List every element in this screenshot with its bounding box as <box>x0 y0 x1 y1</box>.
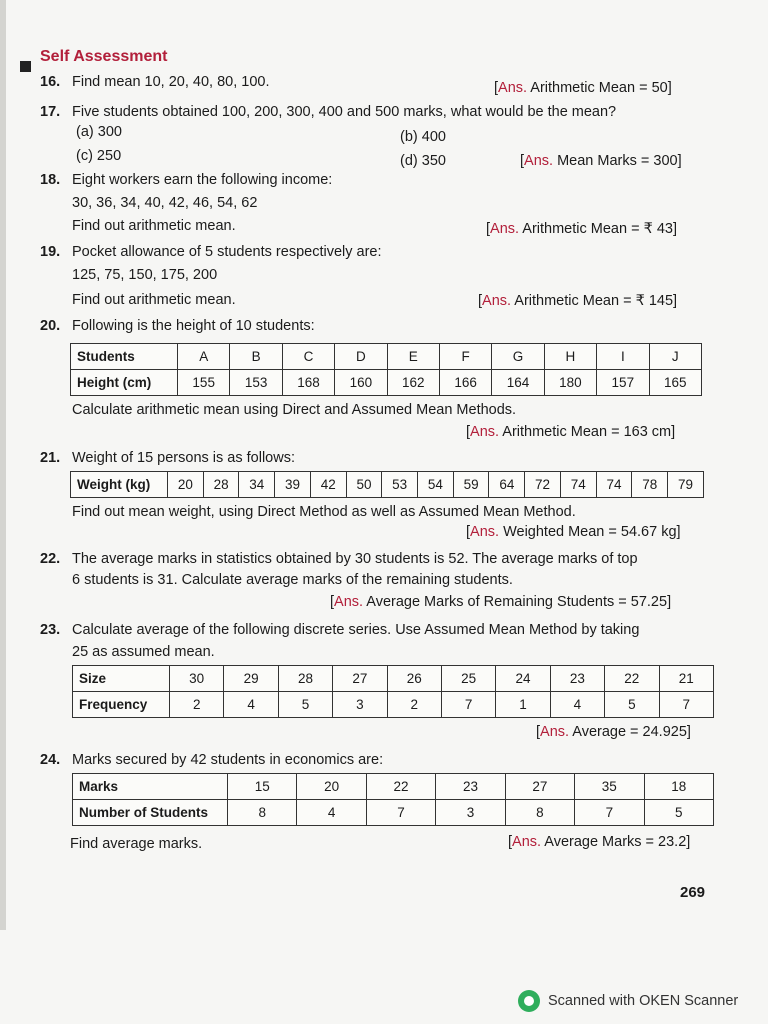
table-row <box>73 774 714 800</box>
table-cell: 24 <box>496 666 550 692</box>
table-cell: I <box>597 344 649 370</box>
table-cell: 35 <box>575 774 644 800</box>
question-text: Eight workers earn the following income: <box>72 172 333 188</box>
table-cell: 8 <box>228 800 297 826</box>
question-text: Weight of 15 persons is as follows: <box>72 450 295 466</box>
question-number: 20. <box>40 318 61 334</box>
table-cell: 155 <box>178 370 230 396</box>
table-cell: 3 <box>436 800 505 826</box>
oken-scanner-logo-icon <box>518 990 540 1012</box>
table-cell: 27 <box>505 774 574 800</box>
square-bullet-icon <box>20 61 31 72</box>
table-cell: A <box>178 344 230 370</box>
table-cell: 166 <box>439 370 491 396</box>
question-data: 125, 75, 150, 175, 200 <box>72 267 218 283</box>
table-cell: 162 <box>387 370 439 396</box>
answer-text: Arithmetic Mean = 50] <box>530 80 672 96</box>
table-cell: 180 <box>544 370 596 396</box>
table-cell: 50 <box>346 472 382 498</box>
question-number: 21. <box>40 450 61 466</box>
table-cell: B <box>230 344 282 370</box>
answer-label: Ans. <box>470 424 500 440</box>
answer: [Ans. Arithmetic Mean = 50] <box>494 80 672 96</box>
answer-label: Ans. <box>490 221 520 237</box>
page-number: 269 <box>680 884 706 901</box>
question-task: Find out arithmetic mean. <box>72 292 236 308</box>
option-d: (d) 350 <box>400 153 446 169</box>
question-text-continued: 25 as assumed mean. <box>72 644 215 660</box>
table-cell: 22 <box>366 774 435 800</box>
table-row <box>71 370 702 396</box>
table-cell: 26 <box>387 666 441 692</box>
question-text: Marks secured by 42 students in economics are: <box>72 752 384 768</box>
table-cell: 30 <box>170 666 224 692</box>
table-cell: 4 <box>550 692 604 718</box>
answer: [Ans. Mean Marks = 300] <box>520 153 682 169</box>
discrete-series-table <box>72 665 714 718</box>
table-row <box>73 800 714 826</box>
table-cell: 23 <box>550 666 604 692</box>
answer-text: Arithmetic Mean = ₹ 145] <box>514 293 678 309</box>
table-cell: 7 <box>366 800 435 826</box>
table-cell: 8 <box>505 800 574 826</box>
answer-text: Average Marks = 23.2] <box>544 834 691 850</box>
table-cell: 28 <box>278 666 332 692</box>
question-text-continued: 6 students is 31. Calculate average marks of the remaining students. <box>72 572 513 588</box>
table-cell: 59 <box>453 472 489 498</box>
table-cell: 23 <box>436 774 505 800</box>
question-number: 23. <box>40 622 61 638</box>
table-cell: C <box>282 344 334 370</box>
page-spine-shadow <box>0 0 6 930</box>
question-text: The average marks in statistics obtained by 30 students is 52. The average marks of top <box>72 551 638 567</box>
table-row-header: Marks <box>73 774 228 800</box>
question-task: Find out arithmetic mean. <box>72 218 236 234</box>
question-number: 16. <box>40 74 61 90</box>
question-text: Calculate average of the following discrete series. Use Assumed Mean Method by taking <box>72 622 640 638</box>
answer-label: Ans. <box>512 834 542 850</box>
table-cell: 34 <box>239 472 275 498</box>
table-cell: 22 <box>605 666 659 692</box>
table-row-header: Weight (kg) <box>71 472 168 498</box>
answer-label: Ans. <box>540 724 570 740</box>
table-cell: 78 <box>632 472 668 498</box>
question-number: 18. <box>40 172 61 188</box>
answer-text: Average Marks of Remaining Students = 57.25] <box>366 594 672 610</box>
answer-label: Ans. <box>334 594 364 610</box>
answer-text: Average = 24.925] <box>572 724 691 740</box>
table-cell: G <box>492 344 544 370</box>
table-cell: 2 <box>170 692 224 718</box>
table-cell: 165 <box>649 370 701 396</box>
table-cell: F <box>439 344 491 370</box>
table-cell: 153 <box>230 370 282 396</box>
table-row-header: Number of Students <box>73 800 228 826</box>
table-cell: 27 <box>333 666 387 692</box>
answer-label: Ans. <box>524 153 554 169</box>
table-cell: 25 <box>441 666 495 692</box>
option-c: (c) 250 <box>76 148 122 164</box>
question-text: Find mean 10, 20, 40, 80, 100. <box>72 74 270 90</box>
answer: [Ans. Average = 24.925] <box>536 724 691 740</box>
question-number: 24. <box>40 752 61 768</box>
question-data: 30, 36, 34, 40, 42, 46, 54, 62 <box>72 195 258 211</box>
answer: [Ans. Arithmetic Mean = 163 cm] <box>466 424 676 440</box>
answer: [Ans. Weighted Mean = 54.67 kg] <box>466 524 681 540</box>
table-cell: 42 <box>310 472 346 498</box>
table-cell: 7 <box>575 800 644 826</box>
table-cell: 157 <box>597 370 649 396</box>
table-cell: 160 <box>335 370 387 396</box>
table-cell: 1 <box>496 692 550 718</box>
question-task: Calculate arithmetic mean using Direct and Assumed Mean Methods. <box>72 402 517 418</box>
question-number: 22. <box>40 551 61 567</box>
table-cell: E <box>387 344 439 370</box>
table-row <box>71 472 704 498</box>
question-number: 19. <box>40 244 61 260</box>
table-cell: 79 <box>668 472 704 498</box>
table-cell: 164 <box>492 370 544 396</box>
weight-table <box>70 471 704 498</box>
table-cell: 29 <box>224 666 278 692</box>
table-cell: 168 <box>282 370 334 396</box>
answer: [Ans. Average Marks = 23.2] <box>508 834 691 850</box>
table-cell: J <box>649 344 701 370</box>
table-cell: 7 <box>441 692 495 718</box>
answer-label: Ans. <box>498 80 528 96</box>
table-cell: 20 <box>168 472 204 498</box>
table-cell: H <box>544 344 596 370</box>
table-cell: 18 <box>644 774 713 800</box>
table-cell: 53 <box>382 472 418 498</box>
table-cell: 20 <box>297 774 366 800</box>
table-cell: 54 <box>418 472 454 498</box>
answer-label: Ans. <box>482 293 512 309</box>
table-cell: 39 <box>275 472 311 498</box>
table-cell: 15 <box>228 774 297 800</box>
question-text: Five students obtained 100, 200, 300, 400 and 500 marks, what would be the mean? <box>72 104 617 120</box>
table-cell: 64 <box>489 472 525 498</box>
watermark-text: Scanned with OKEN Scanner <box>548 993 739 1009</box>
table-cell: 2 <box>387 692 441 718</box>
option-b: (b) 400 <box>400 129 446 145</box>
table-cell: D <box>335 344 387 370</box>
answer-label: Ans. <box>470 524 500 540</box>
table-cell: 4 <box>224 692 278 718</box>
table-row <box>71 344 702 370</box>
question-task: Find average marks. <box>70 836 203 852</box>
table-cell: 7 <box>659 692 713 718</box>
question-text: Pocket allowance of 5 students respectively are: <box>72 244 382 260</box>
table-cell: 4 <box>297 800 366 826</box>
answer-text: Arithmetic Mean = 163 cm] <box>502 424 676 440</box>
table-cell: 5 <box>605 692 659 718</box>
question-text: Following is the height of 10 students: <box>72 318 315 334</box>
answer-text: Mean Marks = 300] <box>557 153 682 169</box>
table-row <box>73 692 714 718</box>
scanner-watermark <box>518 990 738 1012</box>
answer: [Ans. Arithmetic Mean = ₹ 145] <box>478 293 678 309</box>
table-cell: 5 <box>644 800 713 826</box>
option-a: (a) 300 <box>76 124 122 140</box>
answer: [Ans. Average Marks of Remaining Students = 57.25] <box>330 594 672 610</box>
table-cell: 74 <box>560 472 596 498</box>
table-row-header: Height (cm) <box>71 370 178 396</box>
table-cell: 5 <box>278 692 332 718</box>
table-row-header: Students <box>71 344 178 370</box>
height-table <box>70 343 702 396</box>
table-row <box>73 666 714 692</box>
answer-text: Arithmetic Mean = ₹ 43] <box>522 221 677 237</box>
table-row-header: Frequency <box>73 692 170 718</box>
table-cell: 21 <box>659 666 713 692</box>
section-title: Self Assessment <box>40 48 168 65</box>
question-number: 17. <box>40 104 61 120</box>
table-row-header: Size <box>73 666 170 692</box>
table-cell: 72 <box>525 472 561 498</box>
table-cell: 28 <box>203 472 239 498</box>
marks-table <box>72 773 714 826</box>
table-cell: 74 <box>596 472 632 498</box>
table-cell: 3 <box>333 692 387 718</box>
answer-text: Weighted Mean = 54.67 kg] <box>503 524 681 540</box>
answer: [Ans. Arithmetic Mean = ₹ 43] <box>486 221 677 237</box>
question-task: Find out mean weight, using Direct Method as well as Assumed Mean Method. <box>72 504 576 520</box>
